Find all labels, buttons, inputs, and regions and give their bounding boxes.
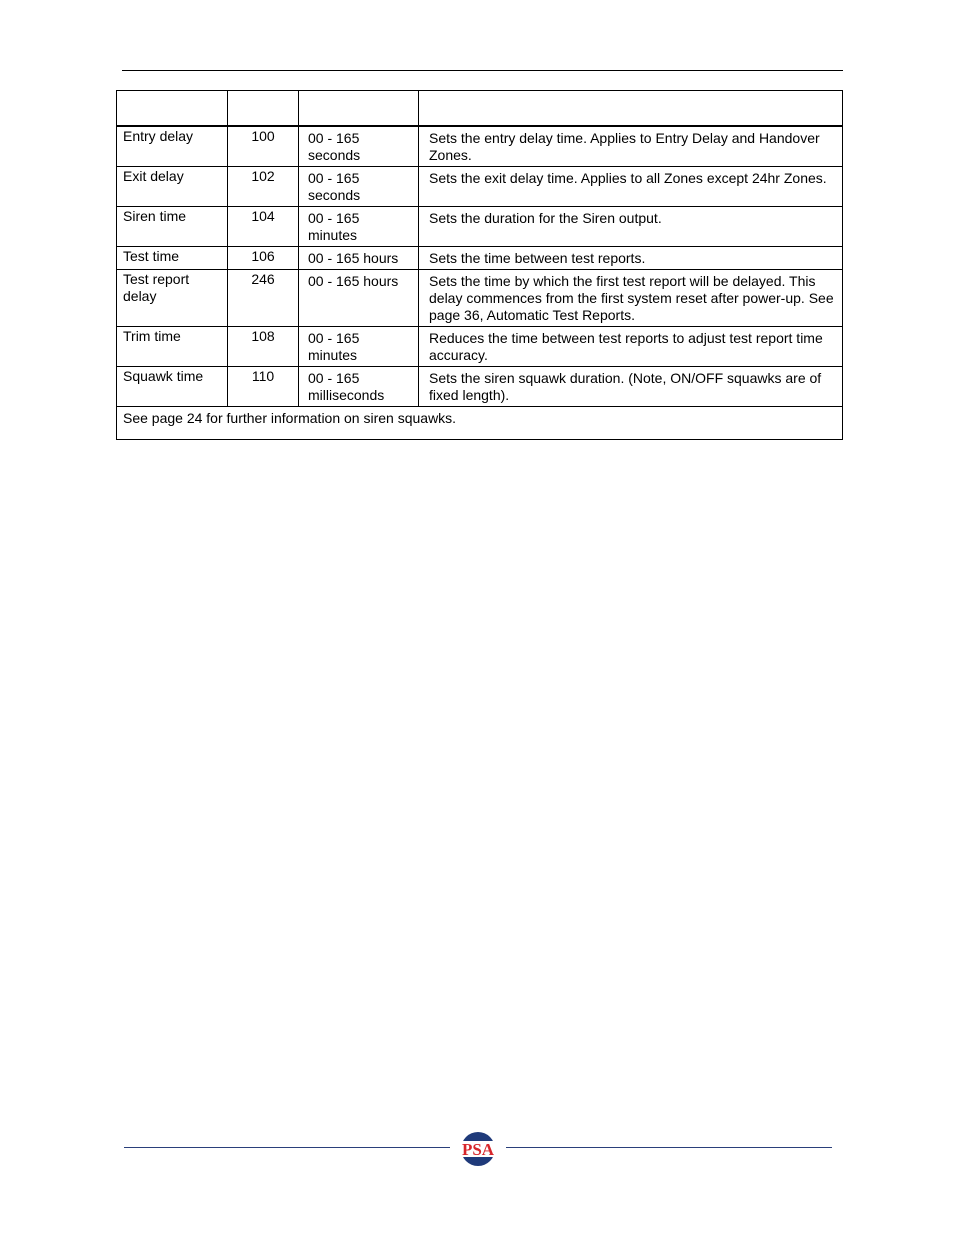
row-address: 108 — [228, 327, 299, 367]
row-address: 246 — [228, 270, 299, 327]
footer-rule-left — [124, 1147, 450, 1148]
row-description: Reduces the time between test reports to adjust test report time accuracy. — [419, 327, 843, 367]
header-cell-description — [419, 91, 843, 127]
row-name: Test report delay — [117, 270, 228, 327]
row-name: Squawk time — [117, 367, 228, 407]
table-row — [117, 367, 843, 407]
row-address: 102 — [228, 167, 299, 207]
table-row — [117, 270, 843, 327]
row-range: 00 - 165 hours — [299, 270, 419, 327]
row-range: 00 - 165 seconds — [299, 167, 419, 207]
table-note: See page 24 for further information on siren squawks. — [117, 407, 843, 440]
header-cell-address — [228, 91, 299, 127]
table-note-row — [117, 407, 843, 440]
row-address: 106 — [228, 247, 299, 270]
row-name: Test time — [117, 247, 228, 270]
row-description: Sets the duration for the Siren output. — [419, 207, 843, 247]
row-address: 110 — [228, 367, 299, 407]
row-description: Sets the time between test reports. — [419, 247, 843, 270]
table-row — [117, 207, 843, 247]
row-range: 00 - 165 hours — [299, 247, 419, 270]
row-description: Sets the siren squawk duration. (Note, ON/OFF squawks are of fixed length). — [419, 367, 843, 407]
footer-rule-right — [506, 1147, 832, 1148]
header-rule — [122, 70, 843, 71]
row-description: Sets the entry delay time. Applies to Entry Delay and Handover Zones. — [419, 126, 843, 167]
logo-text: PSA — [461, 1140, 495, 1159]
row-description: Sets the exit delay time. Applies to all Zones except 24hr Zones. — [419, 167, 843, 207]
row-name: Siren time — [117, 207, 228, 247]
table-row — [117, 126, 843, 167]
timer-parameters-table — [116, 90, 843, 440]
table-header-row — [117, 91, 843, 127]
row-range: 00 - 165 milliseconds — [299, 367, 419, 407]
header-cell-range — [299, 91, 419, 127]
psa-logo-icon — [456, 1128, 500, 1168]
row-range: 00 - 165 minutes — [299, 207, 419, 247]
row-address: 104 — [228, 207, 299, 247]
row-address: 100 — [228, 126, 299, 167]
table-row — [117, 167, 843, 207]
row-range: 00 - 165 minutes — [299, 327, 419, 367]
table-row — [117, 247, 843, 270]
row-name: Entry delay — [117, 126, 228, 167]
table-row — [117, 327, 843, 367]
row-name: Trim time — [117, 327, 228, 367]
row-range: 00 - 165 seconds — [299, 126, 419, 167]
row-name: Exit delay — [117, 167, 228, 207]
header-cell-name — [117, 91, 228, 127]
row-description: Sets the time by which the first test report will be delayed. This delay commences from the first system reset after power-up. See page 36, Automatic Test Reports. — [419, 270, 843, 327]
